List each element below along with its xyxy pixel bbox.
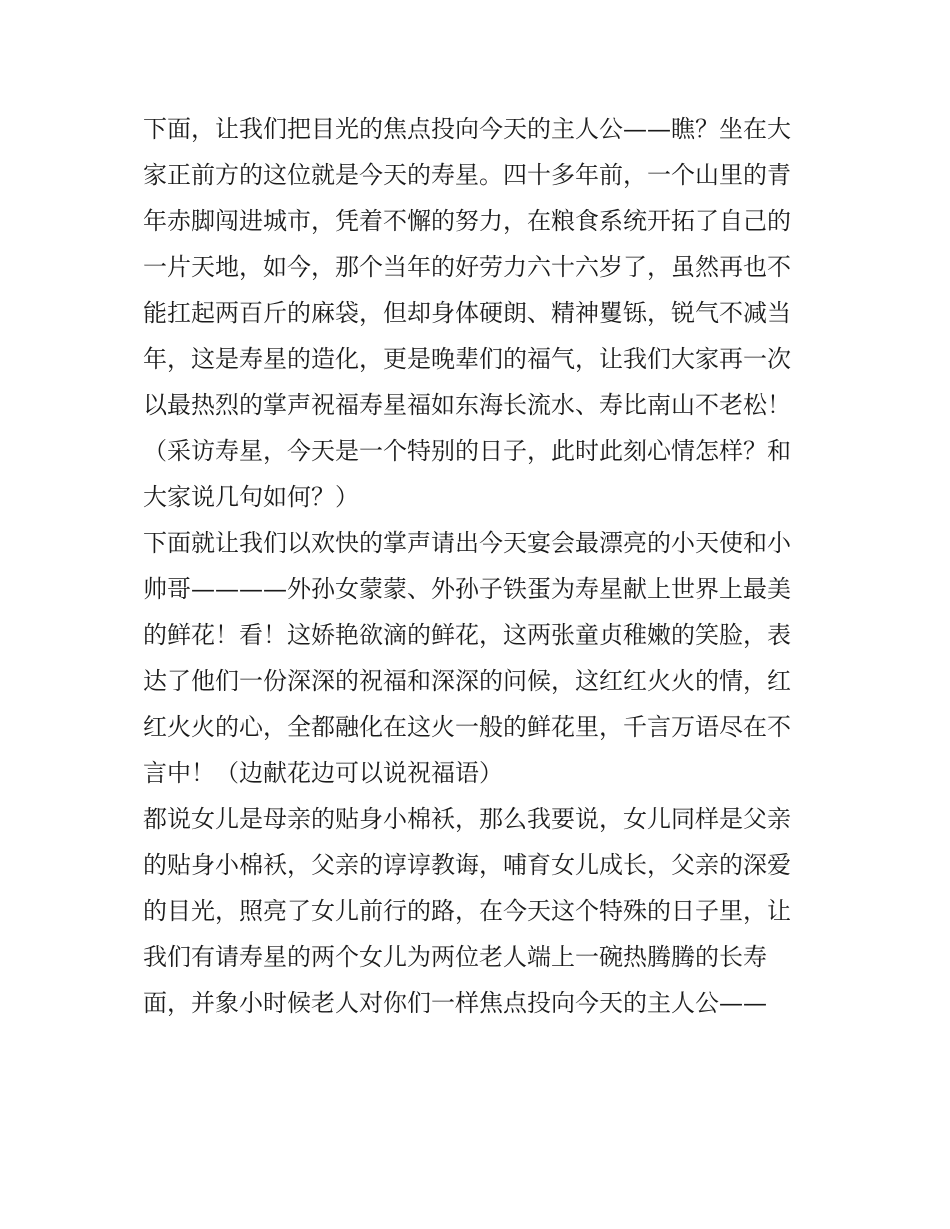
text-line: 下面，让我们把目光的焦点投向今天的主人公——瞧？坐在大 — [143, 115, 791, 143]
body-text — [143, 106, 815, 1026]
text-line: 家正前方的这位就是今天的寿星。四十多年前，一个山里的青 — [143, 161, 791, 189]
text-line: 大家说几句如何？） — [143, 483, 359, 511]
text-line: 的目光，照亮了女儿前行的路，在今天这个特殊的日子里，让 — [143, 897, 791, 925]
text-line: （采访寿星，今天是一个特别的日子，此时此刻心情怎样？和 — [143, 437, 791, 465]
text-line: 以最热烈的掌声祝福寿星福如东海长流水、寿比南山不老松！ — [143, 391, 791, 419]
text-line: 下面就让我们以欢快的掌声请出今天宴会最漂亮的小天使和小 — [143, 529, 791, 557]
text-line: 帅哥————外孙女蒙蒙、外孙子铁蛋为寿星献上世界上最美 — [143, 575, 791, 603]
text-line: 的鲜花！看！这娇艳欲滴的鲜花，这两张童贞稚嫩的笑脸，表 — [143, 621, 791, 649]
text-line: 面，并象小时候老人对你们一样焦点投向今天的主人公—— — [143, 989, 767, 1017]
text-line: 达了他们一份深深的祝福和深深的问候，这红红火火的情，红 — [143, 667, 791, 695]
text-line: 年赤脚闯进城市，凭着不懈的努力，在粮食系统开拓了自己的 — [143, 207, 791, 235]
text-line: 的贴身小棉袄，父亲的谆谆教诲，哺育女儿成长，父亲的深爱 — [143, 851, 791, 879]
text-line: 红火火的心，全都融化在这火一般的鲜花里，千言万语尽在不 — [143, 713, 791, 741]
text-line: 言中！（边献花边可以说祝福语） — [143, 759, 503, 787]
text-line: 我们有请寿星的两个女儿为两位老人端上一碗热腾腾的长寿 — [143, 943, 767, 971]
text-line: 年，这是寿星的造化，更是晚辈们的福气，让我们大家再一次 — [143, 345, 791, 373]
text-line: 都说女儿是母亲的贴身小棉袄，那么我要说，女儿同样是父亲 — [143, 805, 791, 833]
text-line: 能扛起两百斤的麻袋，但却身体硬朗、精神矍铄，锐气不减当 — [143, 299, 791, 327]
text-line: 一片天地，如今，那个当年的好劳力六十六岁了，虽然再也不 — [143, 253, 791, 281]
